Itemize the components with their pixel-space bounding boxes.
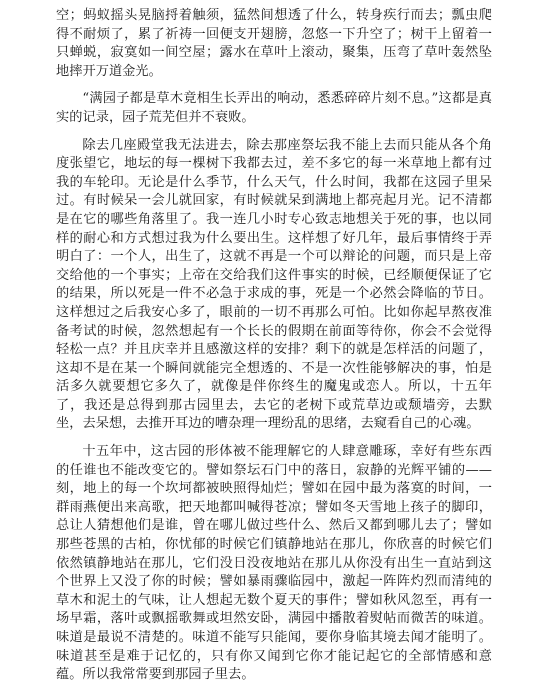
paragraph-2: “满园子都是草木竟相生长弄出的响动，悉悉碎碎片刻不息。”这都是真实的记录，园子荒芜但并不衰败。 [56, 91, 492, 125]
paragraph-3: 除去几座殿堂我无法进去，除去那座祭坛我不能上去而只能从各个角度张望它，地坛的每一棵树下我都去过，差不多它的每一米草地上都有过我的车轮印。无论是什么季节，什么天气，什么时间，我都在这园子里呆过。有时候呆一会儿就回家，有时候就呆到满地上都亮起月光。记不清都是在它的哪些角落里了。我一连几小时专心致志地想关于死的事，也以同样的耐心和方式想过我为什么要出生。这样想了好几年，最后事情终于弄明白了：一个人，出生了，这就不再是一个可以辩论的问题，而只是上帝交给他的一个事实；上帝在交给我们这件事实的时候，已经顺便保证了它的结果，所以死是一件不必急于求成的事，死是一个必然会降临的节日。这样想过之后我安心多了，眼前的一切不再那么可怕。比如你起早熬夜准备考试的时候，忽然想起有一个长长的假期在前面等待你，你会不会觉得轻松一点？并且庆幸并且感激这样的安排？剩下的就是怎样活的问题了，这却不是在某一个瞬间就能完全想透的、不是一次性能够解决的事，怕是活多久就要想它多久了，就像是伴你终生的魔鬼或恋人。所以，十五年了，我还是总得到那古园里去，去它的老树下或荒草边或颓墙旁，去默坐，去呆想，去推开耳边的嘈杂理一理纷乱的思绪，去窥看自己的心魂。 [56, 137, 492, 432]
document-page [56, 7, 492, 694]
paragraph-1: 空；蚂蚁摇头晃脑捋着触须，猛然间想透了什么，转身疾行而去；瓢虫爬得不耐烦了，累了祈祷一回便支开翅膀，忽悠一下升空了；树干上留着一只蝉蜕，寂寞如一间空屋；露水在草叶上滚动，聚集，压弯了草叶轰然坠地摔开万道金光。 [56, 8, 492, 79]
paragraph-4: 十五年中，这古园的形体被不能理解它的人肆意雕琢，幸好有些东西的任谁也不能改变它的。譬如祭坛石门中的落日，寂静的光辉平铺的——刻，地上的每一个坎坷都被映照得灿烂；譬如在园中最为落寞的时间，一群雨燕便出来高歌，把天地都叫喊得苍凉；譬如冬天雪地上孩子的脚印，总让人猜想他们是谁，曾在哪儿做过些什么、然后又都到哪儿去了；譬如那些苍黑的古柏，你忧郁的时候它们镇静地站在那儿，你欣喜的时候它们依然镇静地站在那儿，它们没日没夜地站在那儿从你没有出生一直站到这个世界上又没了你的时候；譬如暴雨骤临园中，激起一阵阵灼烈而清纯的草木和泥土的气味，让人想起无数个夏天的事件；譬如秋风忽至，再有一场早霜，落叶或飘摇歌舞或坦然安卧，满园中播散着熨帖而微苦的味道。味道是最说不清楚的。味道不能写只能闻，要你身临其境去闻才能明了。味道甚至是难于记忆的，只有你又闻到它你才能记起它的全部情感和意蕴。所以我常常要到那园子里去。 [56, 444, 492, 683]
